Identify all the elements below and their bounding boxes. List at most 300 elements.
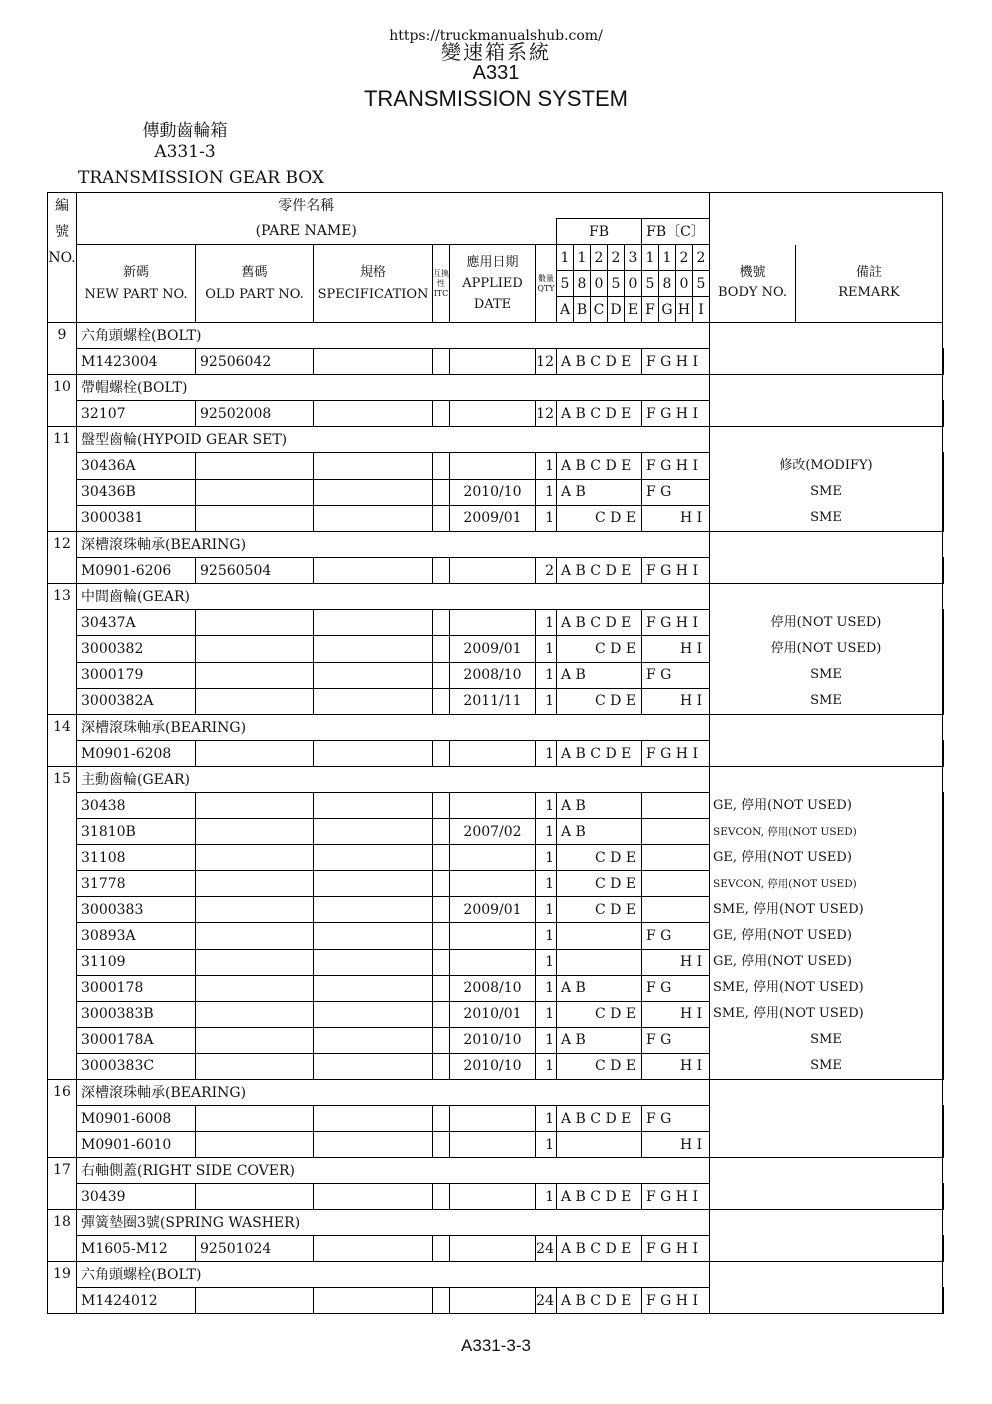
old-part-no bbox=[196, 871, 314, 897]
fb-models-text: A B C D E bbox=[561, 562, 632, 579]
itc bbox=[433, 401, 450, 427]
itc bbox=[433, 558, 450, 584]
fbc-models bbox=[642, 741, 710, 767]
model-mid: 0 bbox=[591, 271, 608, 297]
header-row-2 bbox=[48, 219, 944, 245]
applied-date: 2008/10 bbox=[450, 975, 536, 1001]
remark-text: SME bbox=[810, 484, 842, 499]
source-url: https://truckmanualshub.com/ bbox=[389, 28, 603, 44]
itc bbox=[433, 1184, 450, 1210]
fb-models-text: A B C D E bbox=[561, 614, 632, 631]
fbc-models bbox=[642, 845, 710, 871]
itc bbox=[433, 505, 450, 531]
quantity: 1 bbox=[536, 923, 557, 949]
group-row bbox=[48, 323, 944, 349]
fbc-models-text: F G H I bbox=[646, 745, 698, 762]
remark-list bbox=[710, 427, 942, 531]
itc bbox=[433, 845, 450, 871]
itc bbox=[433, 479, 450, 505]
fbc-models bbox=[642, 923, 710, 949]
old-part-header-cn: 舊碼 bbox=[241, 264, 268, 280]
fbc-models bbox=[642, 401, 710, 427]
specification bbox=[314, 688, 433, 714]
page-number: A331-3-3 bbox=[461, 1336, 531, 1355]
new-part-no: 3000179 bbox=[77, 662, 196, 688]
header-row-3 bbox=[48, 245, 944, 271]
remark-block bbox=[710, 427, 943, 532]
body-no bbox=[943, 505, 944, 531]
specification bbox=[314, 897, 433, 923]
remark-block bbox=[710, 323, 943, 375]
specification bbox=[314, 1053, 433, 1079]
remark-text: 修改(MODIFY) bbox=[779, 458, 873, 473]
fbc-models-text: F G bbox=[646, 980, 672, 997]
old-part-no bbox=[196, 479, 314, 505]
model-letter: H bbox=[676, 297, 693, 323]
part-name-header-en: (PARE NAME) bbox=[77, 219, 536, 245]
old-part-no bbox=[196, 819, 314, 845]
applied-date bbox=[450, 923, 536, 949]
applied-date: 2008/10 bbox=[450, 662, 536, 688]
fbc-models bbox=[642, 819, 710, 845]
model-top: 1 bbox=[642, 245, 659, 271]
fbc-models bbox=[642, 1001, 710, 1027]
old-part-no: 92501024 bbox=[196, 1236, 314, 1262]
specification bbox=[314, 610, 433, 636]
specification bbox=[314, 1106, 433, 1132]
fb-models bbox=[557, 845, 642, 871]
fbc-models-text: H I bbox=[680, 693, 703, 710]
itc bbox=[433, 871, 450, 897]
fbc-models bbox=[642, 1132, 710, 1158]
quantity: 1 bbox=[536, 741, 557, 767]
body-no bbox=[943, 949, 944, 975]
remark-block bbox=[710, 715, 943, 767]
item-number: 10 bbox=[48, 375, 77, 427]
specification bbox=[314, 1288, 433, 1314]
fbc-models-text: F G H I bbox=[646, 614, 698, 631]
new-part-no: 31109 bbox=[77, 949, 196, 975]
new-part-header bbox=[77, 245, 196, 323]
part-name: 帶帽螺栓(BOLT) bbox=[77, 375, 710, 401]
model-top: 2 bbox=[591, 245, 608, 271]
body-no bbox=[943, 479, 944, 505]
specification bbox=[314, 845, 433, 871]
new-part-no: M0901-6008 bbox=[77, 1106, 196, 1132]
model-letter: I bbox=[693, 297, 710, 323]
old-part-no bbox=[196, 1288, 314, 1314]
applied-date bbox=[450, 610, 536, 636]
remark-header-en: REMARK bbox=[838, 285, 900, 301]
fb-models-text: A B bbox=[561, 980, 586, 997]
item-number: 14 bbox=[48, 715, 77, 767]
applied-date bbox=[450, 401, 536, 427]
fb-models bbox=[557, 479, 642, 505]
item-number: 16 bbox=[48, 1080, 77, 1158]
fb-models-text: A B C D E bbox=[561, 1240, 632, 1257]
subtitle-en: TRANSMISSION GEAR BOX bbox=[78, 168, 325, 188]
quantity: 1 bbox=[536, 871, 557, 897]
qty-header bbox=[536, 245, 557, 323]
old-part-no bbox=[196, 1106, 314, 1132]
item-number: 12 bbox=[48, 532, 77, 584]
fb-models bbox=[557, 662, 642, 688]
fbc-models bbox=[642, 949, 710, 975]
applied-date: 2009/01 bbox=[450, 505, 536, 531]
remark-text: SME bbox=[810, 510, 842, 525]
quantity: 1 bbox=[536, 688, 557, 714]
old-part-header-en: OLD PART NO. bbox=[205, 286, 304, 302]
fbc-models bbox=[642, 1288, 710, 1314]
item-number: 13 bbox=[48, 584, 77, 715]
fbc-models bbox=[642, 793, 710, 819]
itc bbox=[433, 1288, 450, 1314]
quantity: 1 bbox=[536, 453, 557, 479]
old-part-no bbox=[196, 1001, 314, 1027]
remark-text: GE, 停用(NOT USED) bbox=[713, 954, 852, 969]
fb-models-text: C D E bbox=[595, 849, 637, 866]
quantity: 1 bbox=[536, 949, 557, 975]
specification bbox=[314, 793, 433, 819]
group-row bbox=[48, 584, 944, 610]
old-part-no bbox=[196, 636, 314, 662]
header-blank-right bbox=[710, 193, 943, 219]
fbc-models-text: F G H I bbox=[646, 353, 698, 370]
fbc-models-text: H I bbox=[680, 1006, 703, 1023]
model-mid: 5 bbox=[693, 271, 710, 297]
spec-header-cn: 規格 bbox=[359, 264, 386, 280]
part-name: 中間齒輪(GEAR) bbox=[77, 584, 710, 610]
specification bbox=[314, 479, 433, 505]
itc bbox=[433, 453, 450, 479]
itc bbox=[433, 662, 450, 688]
model-top: 2 bbox=[693, 245, 710, 271]
applied-date bbox=[450, 1288, 536, 1314]
old-part-no bbox=[196, 845, 314, 871]
qty-header-en: QTY bbox=[537, 283, 555, 293]
fb-models-text: C D E bbox=[595, 510, 637, 527]
body-no bbox=[943, 923, 944, 949]
itc bbox=[433, 1236, 450, 1262]
fb-models-text: A B C D E bbox=[561, 457, 632, 474]
item-number: 18 bbox=[48, 1210, 77, 1262]
model-top: 1 bbox=[574, 245, 591, 271]
body-no bbox=[943, 871, 944, 897]
subtitle-cn: 傳動齒輪箱 bbox=[142, 121, 228, 141]
fbc-models-text: F G bbox=[646, 1032, 672, 1049]
new-part-no: M0901-6010 bbox=[77, 1132, 196, 1158]
specification bbox=[314, 1236, 433, 1262]
remark-block bbox=[710, 532, 943, 584]
fbc-models-text: F G H I bbox=[646, 562, 698, 579]
itc-header-cn: 互換性 bbox=[433, 268, 449, 288]
fbc-models-text: F G H I bbox=[646, 1188, 698, 1205]
model-top: 3 bbox=[625, 245, 642, 271]
specification bbox=[314, 949, 433, 975]
old-part-no bbox=[196, 1184, 314, 1210]
old-part-no bbox=[196, 688, 314, 714]
no-header-cn-1: 編 bbox=[48, 193, 77, 219]
body-no bbox=[943, 897, 944, 923]
old-part-no bbox=[196, 662, 314, 688]
specification bbox=[314, 1132, 433, 1158]
fbc-models-text: F G H I bbox=[646, 405, 698, 422]
specification bbox=[314, 923, 433, 949]
fb-models-text: A B C D E bbox=[561, 405, 632, 422]
quantity: 1 bbox=[536, 1053, 557, 1079]
specification bbox=[314, 1184, 433, 1210]
applied-date: 2010/10 bbox=[450, 479, 536, 505]
fb-models-text: A B bbox=[561, 667, 586, 684]
fb-models bbox=[557, 741, 642, 767]
item-number: 9 bbox=[48, 323, 77, 375]
itc-header-en: ITC bbox=[433, 288, 449, 298]
old-part-no bbox=[196, 923, 314, 949]
fb-models bbox=[557, 897, 642, 923]
remark-text: GE, 停用(NOT USED) bbox=[713, 928, 852, 943]
group-row bbox=[48, 1210, 944, 1236]
body-no bbox=[943, 1053, 944, 1079]
fb-models bbox=[557, 688, 642, 714]
remark-block bbox=[710, 767, 943, 1080]
remark-header-cn: 備註 bbox=[855, 265, 882, 281]
model-mid: 8 bbox=[659, 271, 676, 297]
itc bbox=[433, 1027, 450, 1053]
body-no bbox=[943, 741, 944, 767]
fbc-models bbox=[642, 636, 710, 662]
specification bbox=[314, 662, 433, 688]
model-letter: F bbox=[642, 297, 659, 323]
new-part-no: 31778 bbox=[77, 871, 196, 897]
new-part-no: 3000383B bbox=[77, 1001, 196, 1027]
itc bbox=[433, 1106, 450, 1132]
new-part-no: 30439 bbox=[77, 1184, 196, 1210]
fbc-models bbox=[642, 871, 710, 897]
body-no bbox=[943, 1236, 944, 1262]
itc bbox=[433, 741, 450, 767]
applied-date: 2010/10 bbox=[450, 1027, 536, 1053]
remark-list bbox=[710, 584, 942, 714]
applied-date bbox=[450, 1184, 536, 1210]
fb-models-text: C D E bbox=[595, 875, 637, 892]
body-no bbox=[943, 1027, 944, 1053]
applied-date: 2009/01 bbox=[450, 636, 536, 662]
part-name: 盤型齒輪(HYPOID GEAR SET) bbox=[77, 427, 710, 453]
body-no bbox=[943, 975, 944, 1001]
remark-text: 停用(NOT USED) bbox=[770, 641, 882, 656]
new-part-no: M1424012 bbox=[77, 1288, 196, 1314]
new-part-header-en: NEW PART NO. bbox=[84, 286, 188, 302]
group-row bbox=[48, 532, 944, 558]
old-part-no bbox=[196, 975, 314, 1001]
model-top: 1 bbox=[659, 245, 676, 271]
body-no bbox=[943, 1132, 944, 1158]
new-part-no: 3000383C bbox=[77, 1053, 196, 1079]
fb-models bbox=[557, 558, 642, 584]
old-part-no bbox=[196, 949, 314, 975]
old-part-no: 92502008 bbox=[196, 401, 314, 427]
quantity: 1 bbox=[536, 1184, 557, 1210]
new-part-no: 3000382A bbox=[77, 688, 196, 714]
old-part-no bbox=[196, 453, 314, 479]
itc bbox=[433, 349, 450, 375]
old-part-no bbox=[196, 741, 314, 767]
itc bbox=[433, 1053, 450, 1079]
header-row-1 bbox=[48, 193, 944, 219]
fbc-header: FB〔C〕 bbox=[642, 219, 710, 245]
remark-text: SME, 停用(NOT USED) bbox=[713, 980, 864, 995]
fbc-models-text: F G H I bbox=[646, 457, 698, 474]
body-no bbox=[943, 636, 944, 662]
body-no bbox=[943, 1288, 944, 1314]
old-part-no bbox=[196, 610, 314, 636]
fb-models bbox=[557, 401, 642, 427]
remark-text: SME bbox=[810, 1058, 842, 1073]
fb-models bbox=[557, 1106, 642, 1132]
part-name: 六角頭螺栓(BOLT) bbox=[77, 1262, 710, 1288]
applied-date bbox=[450, 1106, 536, 1132]
fbc-models-text: F G H I bbox=[646, 1240, 698, 1257]
specification bbox=[314, 505, 433, 531]
specification bbox=[314, 819, 433, 845]
fb-models bbox=[557, 819, 642, 845]
remark-text: SME bbox=[810, 667, 842, 682]
title-cn: 變速箱系統 bbox=[441, 40, 551, 64]
body-no bbox=[943, 688, 944, 714]
fbc-models bbox=[642, 975, 710, 1001]
subtitle-code: A331-3 bbox=[154, 142, 216, 162]
new-part-no: M1423004 bbox=[77, 349, 196, 375]
itc bbox=[433, 636, 450, 662]
quantity: 1 bbox=[536, 1027, 557, 1053]
itc bbox=[433, 1001, 450, 1027]
spec-header bbox=[314, 245, 433, 323]
remark-block bbox=[710, 1210, 943, 1262]
itc bbox=[433, 610, 450, 636]
section-code: A331 bbox=[472, 62, 520, 84]
model-letter: E bbox=[625, 297, 642, 323]
fbc-models-text: H I bbox=[680, 640, 703, 657]
remark-block bbox=[710, 375, 943, 427]
remark-text: 停用(NOT USED) bbox=[770, 615, 882, 630]
old-part-no bbox=[196, 1132, 314, 1158]
quantity: 1 bbox=[536, 845, 557, 871]
parts-table bbox=[47, 192, 944, 1314]
applied-date bbox=[450, 453, 536, 479]
item-number: 19 bbox=[48, 1262, 77, 1314]
specification bbox=[314, 453, 433, 479]
new-part-no: 3000383 bbox=[77, 897, 196, 923]
specification bbox=[314, 636, 433, 662]
model-mid: 8 bbox=[574, 271, 591, 297]
part-name: 六角頭螺栓(BOLT) bbox=[77, 323, 710, 349]
applied-date: 2011/11 bbox=[450, 688, 536, 714]
fb-models-text: A B bbox=[561, 1032, 586, 1049]
fb-models bbox=[557, 610, 642, 636]
spec-header-en: SPECIFICATION bbox=[317, 286, 429, 302]
fbc-models bbox=[642, 1184, 710, 1210]
part-name: 深槽滾珠軸承(BEARING) bbox=[77, 715, 710, 741]
applied-date: 2007/02 bbox=[450, 819, 536, 845]
new-part-no: 30438 bbox=[77, 793, 196, 819]
fb-models bbox=[557, 349, 642, 375]
applied-date bbox=[450, 949, 536, 975]
quantity: 24 bbox=[536, 1288, 557, 1314]
new-part-no: 30436B bbox=[77, 479, 196, 505]
fbc-models-text: H I bbox=[680, 1136, 703, 1153]
model-top: 2 bbox=[608, 245, 625, 271]
specification bbox=[314, 1027, 433, 1053]
item-number: 15 bbox=[48, 767, 77, 1080]
model-letter: C bbox=[591, 297, 608, 323]
fb-models bbox=[557, 1053, 642, 1079]
new-part-no: 3000382 bbox=[77, 636, 196, 662]
specification bbox=[314, 1001, 433, 1027]
date-header-cn: 應用日期 bbox=[466, 255, 519, 270]
applied-date bbox=[450, 1236, 536, 1262]
itc-header bbox=[433, 245, 450, 323]
part-name-header-cn: 零件名稱 bbox=[77, 193, 536, 219]
new-part-no: 30436A bbox=[77, 453, 196, 479]
fb-models bbox=[557, 1184, 642, 1210]
model-mid: 5 bbox=[557, 271, 574, 297]
old-part-no bbox=[196, 897, 314, 923]
fb-models-text: C D E bbox=[595, 1006, 637, 1023]
quantity: 12 bbox=[536, 349, 557, 375]
remark-text: GE, 停用(NOT USED) bbox=[713, 850, 852, 865]
no-header-cn-2: 號 bbox=[48, 219, 77, 245]
old-part-no: 92506042 bbox=[196, 349, 314, 375]
new-part-no: 3000178A bbox=[77, 1027, 196, 1053]
fbc-models bbox=[642, 453, 710, 479]
itc bbox=[433, 688, 450, 714]
fbc-models bbox=[642, 1106, 710, 1132]
new-part-no: M0901-6206 bbox=[77, 558, 196, 584]
header-blank-2 bbox=[536, 219, 557, 245]
fb-models bbox=[557, 871, 642, 897]
group-row bbox=[48, 1158, 944, 1184]
fb-models-text: A B bbox=[561, 823, 586, 840]
old-part-no bbox=[196, 1053, 314, 1079]
fb-models bbox=[557, 1027, 642, 1053]
body-no-header bbox=[710, 245, 796, 323]
fb-models bbox=[557, 793, 642, 819]
group-row bbox=[48, 1080, 944, 1106]
fb-models bbox=[557, 453, 642, 479]
quantity: 12 bbox=[536, 401, 557, 427]
fbc-models bbox=[642, 349, 710, 375]
part-name: 彈簧墊圈3號(SPRING WASHER) bbox=[77, 1210, 710, 1236]
itc bbox=[433, 949, 450, 975]
fbc-models bbox=[642, 1027, 710, 1053]
old-part-no bbox=[196, 505, 314, 531]
item-number: 11 bbox=[48, 427, 77, 532]
itc bbox=[433, 897, 450, 923]
body-no bbox=[943, 845, 944, 871]
quantity: 1 bbox=[536, 975, 557, 1001]
remark-block bbox=[710, 1080, 943, 1158]
applied-date bbox=[450, 1132, 536, 1158]
remark-header bbox=[796, 245, 943, 323]
fbc-models bbox=[642, 558, 710, 584]
applied-date: 2010/01 bbox=[450, 1001, 536, 1027]
applied-date: 2010/10 bbox=[450, 1053, 536, 1079]
fbc-models bbox=[642, 688, 710, 714]
fb-models bbox=[557, 1236, 642, 1262]
fbc-models-text: F G H I bbox=[646, 1292, 698, 1309]
quantity: 1 bbox=[536, 479, 557, 505]
quantity: 1 bbox=[536, 793, 557, 819]
